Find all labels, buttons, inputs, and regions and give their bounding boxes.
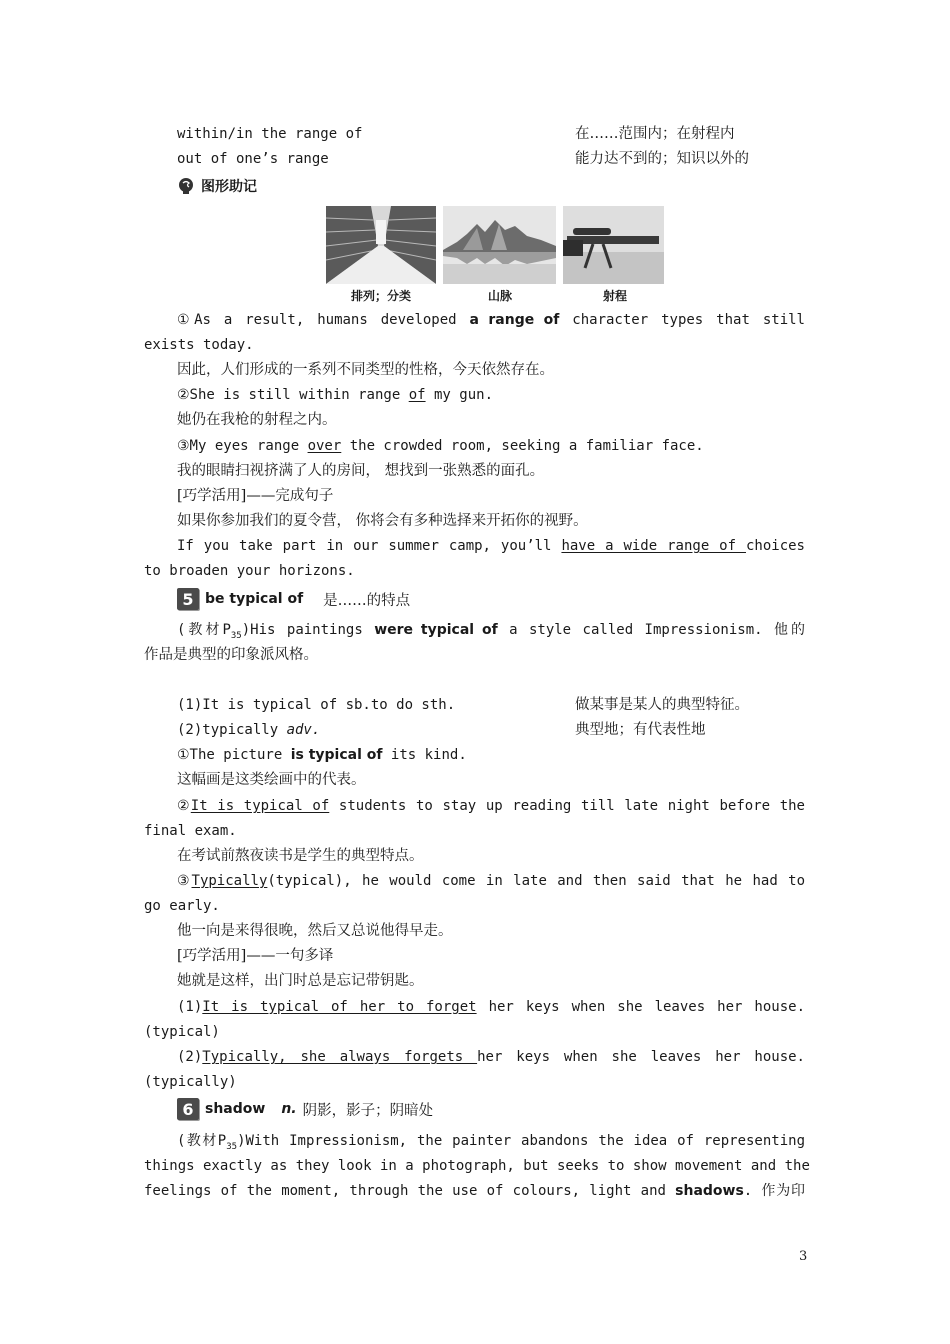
graphic-memo-heading [177,176,257,196]
section-5-heading [177,588,410,610]
section-number-badge: 5 [177,588,199,610]
mountains-image [443,206,556,284]
example-translation: 因此，人们形成的一系列不同类型的性格，今天依然存在。 [177,362,554,378]
practice-label: [巧学活用]——完成句子 [177,488,334,504]
example-sentence-cont: final exam. [144,823,237,839]
example-sentence: ①As a result, humans developed a range of character types that still [177,312,805,328]
example-sentence-cont: go early. [144,898,220,914]
practice-label: [巧学活用]——一句多译 [177,948,334,964]
usage-zh: 典型地；有代表性地 [575,722,706,738]
section-6-heading [177,1098,433,1120]
library-shelves-image [326,206,436,284]
example-translation: 这幅画是这类绘画中的代表。 [177,772,366,788]
section-number-badge: 6 [177,1098,199,1120]
translation-hint: (typical) [144,1024,220,1040]
example-translation: 他一向是来得很晚，然后又总说他得早走。 [177,923,453,939]
phrase-zh: 在……范围内；在射程内 [575,126,735,142]
part-of-speech: n. [281,1101,297,1117]
usage-en: (1)It is typical of sb.to do sth. [177,697,456,713]
example-sentence: ①The picture is typical of its kind. [177,747,467,763]
translation-answer: (2)Typically, she always forgets her keys when she leaves her house. [177,1049,805,1065]
image-caption: 射程 [603,289,628,303]
example-sentence: ②It is typical of students to stay up reading till late night before the [177,798,805,814]
example-sentence: ③My eyes range over the crowded room, seeking a familiar face. [177,438,704,454]
textbook-sentence: (教材$P_{35})With$ Impressionism, the painter abandons the idea of representing [177,1133,806,1152]
usage-en: (2)typically adv. [177,722,321,738]
practice-answer-cont: to broaden your horizons. [144,563,355,579]
phrase-en: within/in the range of [177,126,363,142]
textbook-sentence: things exactly as they look in a photograph, but seeks to show movement and the [144,1158,810,1174]
usage-zh: 做某事是某人的典型特征。 [575,697,749,713]
phrase-en: out of one’s range [177,151,329,167]
section-term: be typical of [205,591,304,607]
practice-prompt: 她就是这样，出门时总是忘记带钥匙。 [177,973,424,989]
image-caption: 山脉 [488,289,513,303]
textbook-sentence: (教材$P_{35})His$ paintings were typical of a style called Impressionism. 他的 [177,622,806,641]
graphic-memo-title: 图形助记 [201,179,257,195]
section-meaning: 是……的特点 [323,592,411,609]
page-number: 3 [799,1249,808,1264]
image-caption: 排列；分类 [351,289,412,303]
brain-bulb-icon [177,177,195,195]
translation-answer: (1)It is typical of her to forget her keys when she leaves her house. [177,999,805,1015]
sniper-rifle-image [563,206,664,284]
example-sentence-cont: exists today. [144,337,254,353]
phrase-zh: 能力达不到的；知识以外的 [575,151,749,167]
example-sentence: ②She is still within range of my gun. [177,387,493,403]
example-sentence: ③Typically(typical), he would come in late and then said that he had to [177,873,805,889]
translation-hint: (typically) [144,1074,237,1090]
textbook-sentence: feelings of the moment, through the use of colours, light and shadows. 作为印 [144,1183,805,1199]
section-meaning: 阴影，影子；阴暗处 [302,1102,434,1119]
example-translation: 她仍在我枪的射程之内。 [177,412,337,428]
example-translation: 我的眼睛扫视挤满了人的房间， 想找到一张熟悉的面孔。 [177,463,545,479]
practice-answer: If you take part in our summer camp, you’ll have a wide range of choices [177,538,805,554]
example-translation: 在考试前熬夜读书是学生的典型特点。 [177,848,424,864]
practice-prompt: 如果你参加我们的夏令营， 你将会有多种选择来开拓你的视野。 [177,513,588,529]
section-term: shadow [205,1101,266,1117]
textbook-translation: 作品是典型的印象派风格。 [144,647,318,663]
